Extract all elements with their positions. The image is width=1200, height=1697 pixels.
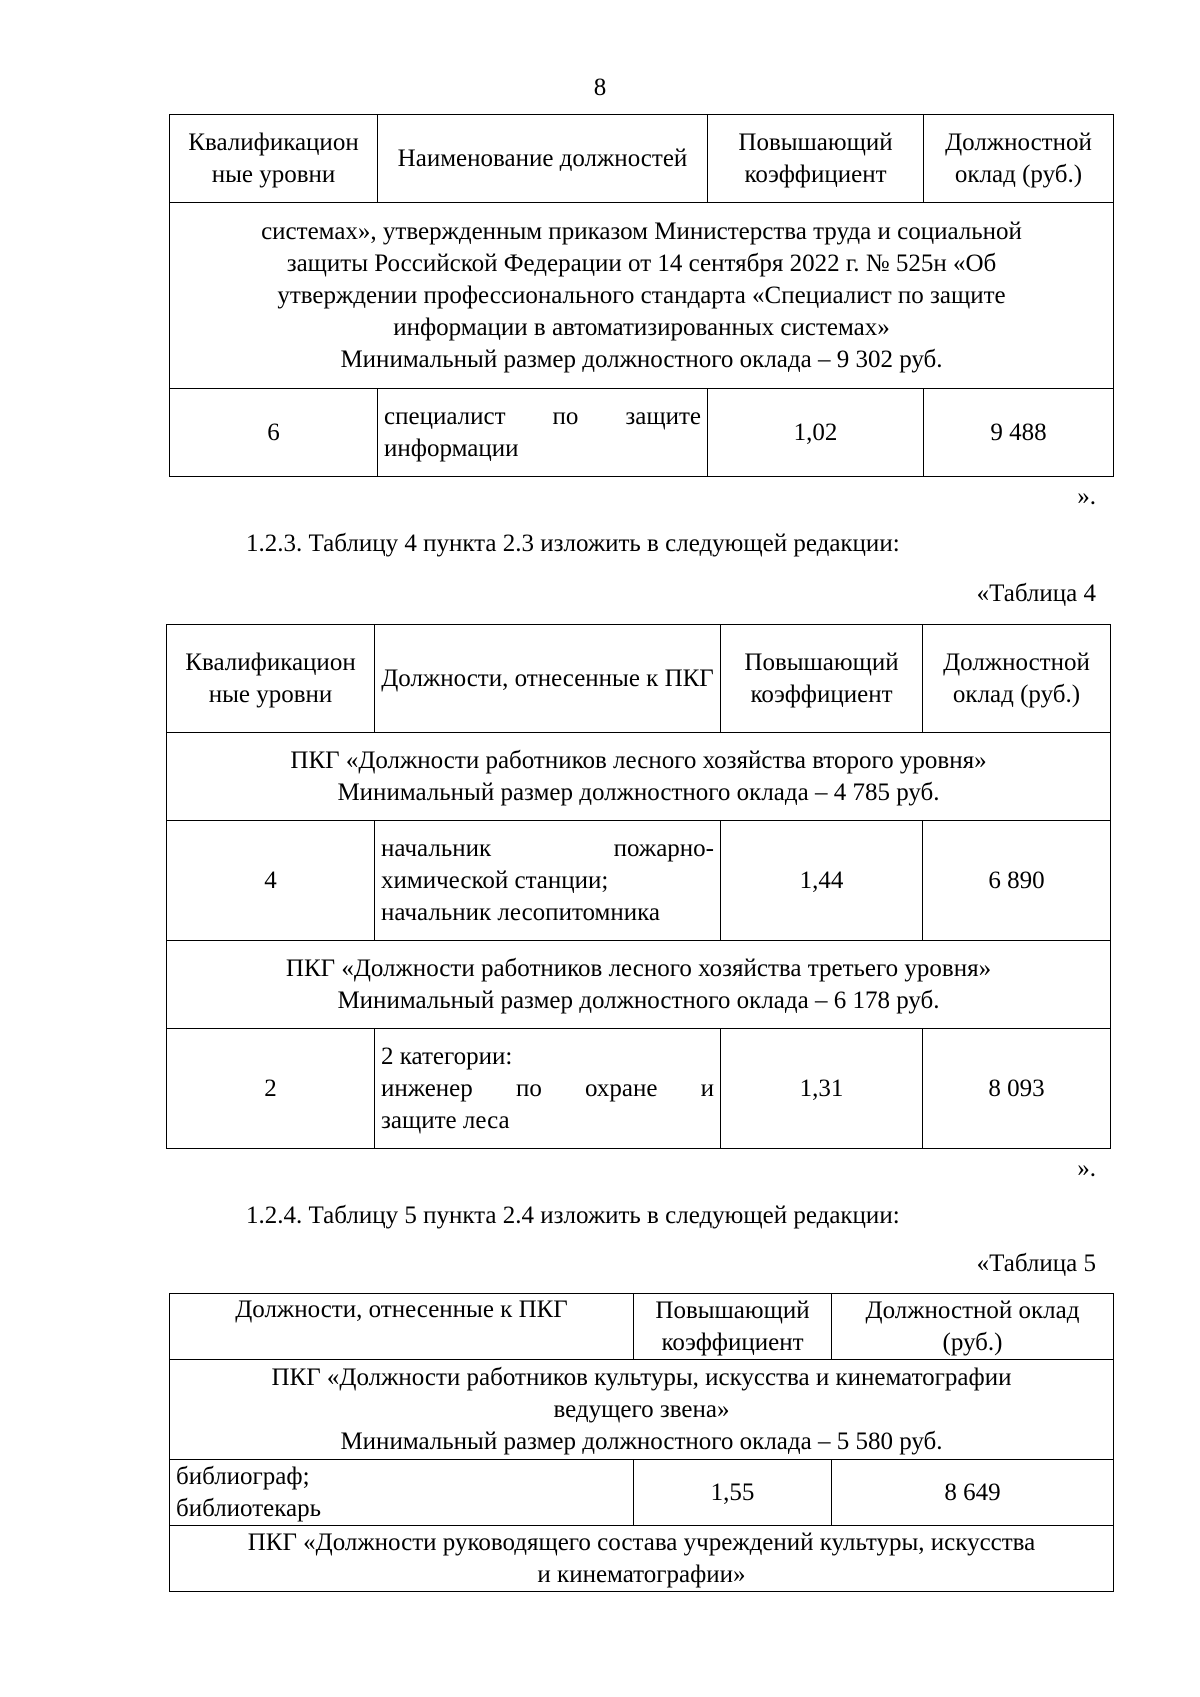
position-line: инженер по охране и bbox=[381, 1074, 714, 1102]
closing-quote-2: ». bbox=[1077, 1155, 1096, 1182]
cell-salary: 6 890 bbox=[923, 821, 1111, 941]
table-4 bbox=[166, 624, 1111, 1149]
cell-coef: 1,31 bbox=[721, 1029, 923, 1149]
cell-coef: 1,02 bbox=[708, 389, 924, 477]
position-line: библиограф; bbox=[176, 1462, 310, 1490]
position-line: начальник пожарно- bbox=[381, 834, 714, 862]
table-header-row bbox=[170, 1294, 1114, 1360]
group-row bbox=[170, 1526, 1114, 1592]
group-row bbox=[170, 1360, 1114, 1460]
position-line: химической станции; bbox=[381, 866, 609, 894]
position-text: специалист по защите информации bbox=[384, 402, 701, 462]
cell-coef: 1,55 bbox=[634, 1460, 832, 1526]
header-levels: Квалификацион ные уровни bbox=[170, 115, 378, 203]
header-salary: Должностной оклад (руб.) bbox=[924, 115, 1114, 203]
cell-coef: 1,44 bbox=[721, 821, 923, 941]
group-line: ПКГ «Должности работников лесного хозяйства второго уровня» bbox=[290, 746, 987, 774]
header-salary: Должностной оклад (руб.) bbox=[832, 1294, 1114, 1360]
cell-salary: 8 093 bbox=[923, 1029, 1111, 1149]
header-levels: Квалификацион ные уровни bbox=[167, 625, 375, 733]
header-salary: Должностной оклад (руб.) bbox=[923, 625, 1111, 733]
cell-salary: 8 649 bbox=[832, 1460, 1114, 1526]
group-line: ПКГ «Должности работников лесного хозяйства третьего уровня» bbox=[285, 954, 992, 982]
group-text bbox=[170, 1526, 1114, 1592]
cell-level: 4 bbox=[167, 821, 375, 941]
table-5-caption: «Таблица 5 bbox=[976, 1250, 1096, 1277]
header-positions: Должности, отнесенные к ПКГ bbox=[375, 625, 721, 733]
group-line: ПКГ «Должности работников культуры, искусства и кинематографии bbox=[271, 1363, 1012, 1391]
table-row bbox=[167, 821, 1111, 941]
closing-quote-1: ». bbox=[1077, 483, 1096, 510]
group-line: ПКГ «Должности руководящего состава учреждений культуры, искусства bbox=[247, 1528, 1036, 1556]
header-coef: Повышающий коэффициент bbox=[634, 1294, 832, 1360]
group-text bbox=[167, 733, 1111, 821]
group-line: Минимальный размер должностного оклада – 6 178 руб. bbox=[337, 986, 940, 1014]
table-row bbox=[170, 1460, 1114, 1526]
cell-position bbox=[378, 389, 708, 477]
group-text bbox=[170, 203, 1114, 389]
cell-level: 2 bbox=[167, 1029, 375, 1149]
group-row bbox=[170, 203, 1114, 389]
group-line: информации в автоматизированных системах» bbox=[393, 313, 890, 341]
group-line: Минимальный размер должностного оклада – 5 580 руб. bbox=[340, 1427, 943, 1455]
group-line: защиты Российской Федерации от 14 сентября 2022 г. № 525н «Об bbox=[286, 249, 997, 277]
table-row bbox=[170, 389, 1114, 477]
group-line: Минимальный размер должностного оклада – 4 785 руб. bbox=[337, 778, 940, 806]
group-line: ведущего звена» bbox=[553, 1395, 730, 1423]
paragraph-1-2-4: 1.2.4. Таблицу 5 пункта 2.4 изложить в следующей редакции: bbox=[246, 1202, 900, 1229]
table-3-continued bbox=[169, 114, 1114, 477]
cell-position bbox=[375, 1029, 721, 1149]
group-line: системах», утвержденным приказом Министерства труда и социальной bbox=[261, 217, 1022, 245]
position-line: библиотекарь bbox=[176, 1494, 322, 1522]
paragraph-1-2-3: 1.2.3. Таблицу 4 пункта 2.3 изложить в следующей редакции: bbox=[246, 530, 900, 557]
page-number: 8 bbox=[593, 74, 607, 101]
group-row bbox=[167, 941, 1111, 1029]
group-line: Минимальный размер должностного оклада – 9 302 руб. bbox=[340, 345, 943, 373]
header-positions: Наименование должностей bbox=[378, 115, 708, 203]
table-5 bbox=[169, 1293, 1114, 1592]
table-header-row bbox=[167, 625, 1111, 733]
cell-salary: 9 488 bbox=[924, 389, 1114, 477]
position-line: 2 категории: bbox=[381, 1042, 513, 1070]
cell-position bbox=[170, 1460, 634, 1526]
cell-level: 6 bbox=[170, 389, 378, 477]
position-line: начальник лесопитомника bbox=[381, 898, 661, 926]
table-header-row bbox=[170, 115, 1114, 203]
header-positions: Должности, отнесенные к ПКГ bbox=[170, 1294, 634, 1360]
group-text bbox=[170, 1360, 1114, 1460]
group-line: и кинематографии» bbox=[537, 1560, 746, 1588]
table-row bbox=[167, 1029, 1111, 1149]
group-row bbox=[167, 733, 1111, 821]
header-coef: Повышающий коэффициент bbox=[708, 115, 924, 203]
table-4-caption: «Таблица 4 bbox=[976, 580, 1096, 607]
group-line: утверждении профессионального стандарта «Специалист по защите bbox=[277, 281, 1006, 309]
cell-position bbox=[375, 821, 721, 941]
position-line: защите леса bbox=[381, 1106, 510, 1134]
group-text bbox=[167, 941, 1111, 1029]
header-coef: Повышающий коэффициент bbox=[721, 625, 923, 733]
